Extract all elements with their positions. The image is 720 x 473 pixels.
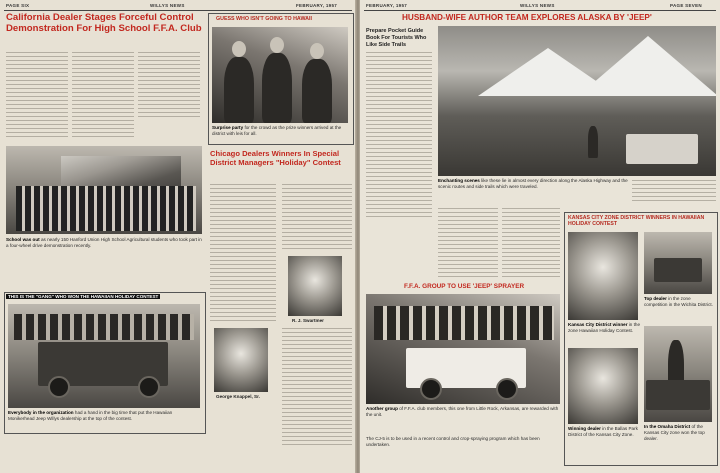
lead-caption-text: as nearly 150 Hanford Union High School Agricultural students who took part in a four-wheel drive demonstration recently. xyxy=(6,237,202,248)
kc-winner2-bold: Top dealer xyxy=(644,296,667,301)
gang-people-row xyxy=(14,314,194,340)
jeep-shape xyxy=(654,258,702,282)
right-header-rule xyxy=(364,10,716,11)
gang-caption-text: had a hand in the big time that put the Hawaiian Monikerhead Jeep Willys dealership at the top of the contest. xyxy=(8,410,173,421)
jeep-wheel xyxy=(48,376,70,398)
kc-winner-caption-1 xyxy=(568,322,640,344)
kc-winner-portrait-1 xyxy=(568,232,638,320)
kc-winner-photo-4 xyxy=(644,326,712,422)
alaska-caption-side xyxy=(632,180,716,204)
lead-caption-bold: School was out xyxy=(6,237,40,242)
alaska-text-col-3 xyxy=(502,208,560,278)
person-body xyxy=(224,57,254,123)
jeep-wheel xyxy=(496,378,518,400)
person-body xyxy=(262,53,292,123)
swartmer-portrait xyxy=(288,256,342,316)
lead-text-col-2 xyxy=(72,52,134,140)
chicago-text-col-3 xyxy=(282,328,352,448)
ffa-people-row xyxy=(374,306,554,340)
left-header-rule xyxy=(4,10,352,11)
chicago-text-col-2 xyxy=(282,184,352,252)
ffa-sprayer-headline: F.F.A. GROUP TO USE 'JEEP' SPRAYER xyxy=(404,283,525,290)
kc-winner3-bold: Winning dealer xyxy=(568,426,601,431)
alaska-text-col-1 xyxy=(366,52,432,218)
hawaii-caption-text: for the crowd as the prize winners arrived at the district with leis for all. xyxy=(212,125,342,136)
figure-shape xyxy=(588,126,598,158)
alaska-headline: HUSBAND-WIFE AUTHOR TEAM EXPLORES ALASKA BY 'JEEP' xyxy=(402,13,652,22)
ffa-sprayer-caption xyxy=(366,406,560,432)
jeep-wheel xyxy=(420,378,442,400)
left-page xyxy=(0,0,356,473)
swartmer-name: R. J. Swartmer xyxy=(292,318,324,323)
hawaii-box-title: GUESS WHO ISN'T GOING TO HAWAII xyxy=(216,16,312,22)
person-body xyxy=(302,59,332,123)
ffa-sprayer-photo xyxy=(366,294,560,404)
students-row xyxy=(16,186,196,231)
hawaii-group-photo xyxy=(212,27,348,123)
lead-text-col-3 xyxy=(138,52,200,120)
kc-winner-caption-3 xyxy=(568,426,640,460)
kc-winner-caption-4 xyxy=(644,424,714,460)
kc-winner2-text: in the zone competition in the Wichita District. xyxy=(644,296,713,307)
hawaii-caption-bold: Surprise party xyxy=(212,125,244,130)
alaska-caption-bold: Enchanting scenes xyxy=(438,178,480,183)
left-folio-title: WILLYS NEWS xyxy=(150,3,185,8)
kc-winner3-text: in the Ballas Park District of the Kansas City Zone. xyxy=(568,426,638,437)
gang-photo xyxy=(8,304,200,408)
right-page xyxy=(360,0,720,473)
jeep-wheel xyxy=(138,376,160,398)
gang-caption xyxy=(8,410,200,430)
jeep-wagon-shape xyxy=(626,134,698,164)
alaska-caption-text: like these lie in almost every direction along the Alaska Highway and the scenic routes and side trails which were traveled. xyxy=(438,178,628,189)
right-folio-date: FEBRUARY, 1957 xyxy=(366,3,408,8)
left-folio-date: FEBRUARY, 1957 xyxy=(296,3,338,8)
person-head xyxy=(310,43,324,59)
jeep-shape xyxy=(646,380,710,410)
chicago-headline: Chicago Dealers Winners In Special District Managers "Holiday" Contest xyxy=(210,150,341,167)
kc-winner-portrait-3 xyxy=(568,348,638,424)
ffa-caption-bold: Another group xyxy=(366,406,398,411)
gang-caption-bold: Everybody in the organization xyxy=(8,410,74,415)
lead-photo-caption xyxy=(6,237,202,255)
kc-winner1-bold: Kansas City District winner xyxy=(568,322,628,327)
kc-winner4-text: of the Kansas City zone won the top dealer. xyxy=(644,424,705,441)
left-folio-page: PAGE SIX xyxy=(6,3,30,8)
lead-text-col-1 xyxy=(6,52,68,140)
lead-headline: California Dealer Stages Forceful Control Demonstration For High School F.F.A. Club xyxy=(6,13,202,34)
right-folio-title: WILLYS NEWS xyxy=(520,3,555,8)
person-head xyxy=(270,37,284,53)
kc-banner: KANSAS CITY ZONE DISTRICT WINNERS IN HAWAIIAN HOLIDAY CONTEST xyxy=(568,215,705,227)
chicago-text-col-1 xyxy=(210,184,276,324)
gang-banner: THIS IS THE "GANG" WHO WON THE HAWAIIAN HOLIDAY CONTEST xyxy=(8,294,159,299)
mountain-shape xyxy=(578,36,716,96)
knappel-portrait xyxy=(214,328,268,392)
knappel-name: George Knappel, Sr. xyxy=(216,394,260,399)
sprayer-footnote: The CJ-5 is to be used in a recent control and crop-spraying program which has been undertaken. xyxy=(366,436,540,447)
ffa-students-photo xyxy=(6,146,202,234)
person-head xyxy=(232,41,246,57)
right-folio-page: PAGE SEVEN xyxy=(670,3,702,8)
kc-winner1-text: in the zone Hawaiian Holiday Contest. xyxy=(568,322,640,333)
kc-winner4-bold: In the Omaha District xyxy=(644,424,691,429)
ffa-caption-text: of F.F.A. club members, this one from Little Rock, Arkansas, are rewarded with the unit. xyxy=(366,406,559,417)
alaska-glacier-photo xyxy=(438,26,716,176)
kc-winner-photo-2 xyxy=(644,232,712,294)
alaska-subhead: Prepare Pocket Guide Book For Tourists Who Like Side Trails xyxy=(366,28,427,48)
alaska-caption xyxy=(438,178,628,204)
hawaii-box-caption xyxy=(212,125,348,141)
alaska-text-col-2 xyxy=(438,208,498,278)
kc-winner-caption-2 xyxy=(644,296,714,320)
